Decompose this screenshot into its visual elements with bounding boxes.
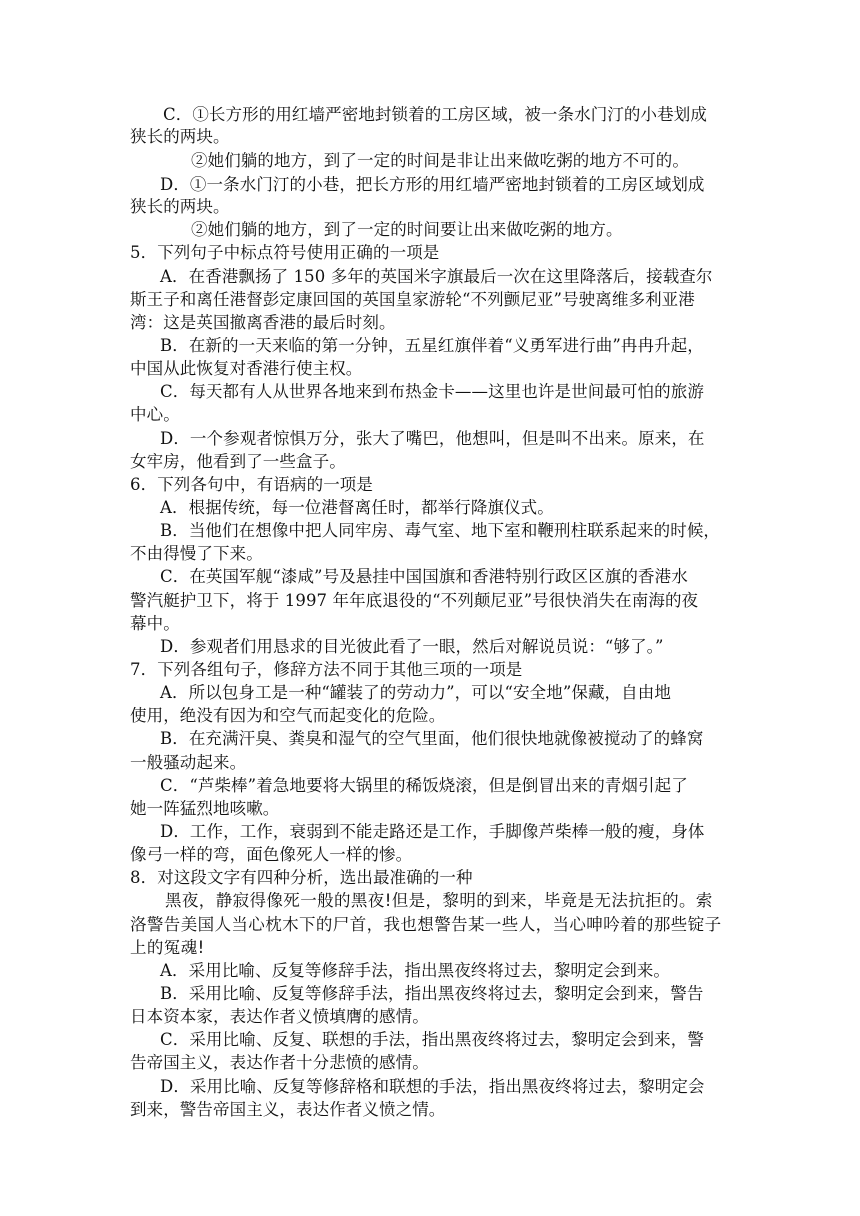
option-c-line-1: C．①长方形的用红墙严密地封锁着的工房区域，被一条水门汀的小巷划成	[163, 105, 707, 124]
q6-option-b-line-1: B．当他们在想像中把人同牢房、毒气室、地下室和鞭刑柱联系起来的时候，	[160, 521, 721, 540]
q7-option-a-line-2: 使用，绝没有因为和空气而起变化的危险。	[130, 706, 446, 725]
q5-option-d-line-1: D．一个参观者惊惧万分，张大了嘴巴，他想叫，但是叫不出来。原来，在	[160, 429, 705, 448]
option-c-line-2: 狭长的两块。	[130, 127, 230, 146]
q8-option-a-line-1: A．采用比喻、反复等修辞手法，指出黑夜终将过去，黎明定会到来。	[160, 961, 671, 980]
q5-option-a-line-2: 斯王子和离任港督彭定康回国的英国皇家游轮“不列颤尼亚”号驶离维多利亚港	[130, 290, 695, 309]
question-8-title: 8．对这段文字有四种分析，选出最准确的一种	[130, 868, 473, 887]
q6-option-c-line-1: C．在英国军舰“漆咸”号及悬挂中国国旗和香港特别行政区区旗的香港水	[160, 567, 688, 586]
q8-option-c-line-2: 告帝国主义，表达作者十分悲愤的感情。	[130, 1053, 429, 1072]
q6-option-b-line-2: 不由得慢了下来。	[130, 544, 263, 563]
option-d-line-3: ②她们躺的地方，到了一定的时间要让出来做吃粥的地方。	[191, 220, 623, 239]
q7-option-b-line-1: B．在充满汗臭、粪臭和湿气的空气里面，他们很快地就像被搅动了的蜂窝	[160, 729, 704, 748]
question-6-title: 6．下列各句中，有语病的一项是	[130, 475, 373, 494]
q5-option-a-line-1: A．在香港飘扬了 150 多年的英国米字旗最后一次在这里降落后，接载查尔	[160, 267, 713, 286]
q6-option-a-line-1: A．根据传统，每一位港督离任时，都举行降旗仪式。	[160, 498, 554, 517]
q5-option-d-line-2: 女牢房，他看到了一些盒子。	[130, 452, 346, 471]
question-5-title: 5．下列句子中标点符号使用正确的一项是	[130, 243, 440, 262]
q8-option-d-line-2: 到来，警告帝国主义，表达作者义愤之情。	[130, 1100, 446, 1119]
q7-option-a-line-1: A．所以包身工是一种“罐装了的劳动力”，可以“安全地”保藏，自由地	[160, 683, 671, 702]
q7-option-c-line-1: C．“芦柴棒”着急地要将大锅里的稀饭烧滚，但是倒冒出来的青烟引起了	[160, 776, 688, 795]
option-c-line-3: ②她们躺的地方，到了一定的时间是非让出来做吃粥的地方不可的。	[191, 151, 689, 170]
q6-option-c-line-2: 警汽艇护卫下，将于 1997 年年底退役的“不列颠尼亚”号很快消失在南海的夜	[130, 591, 699, 610]
question-7-title: 7．下列各组句子，修辞方法不同于其他三项的一项是	[130, 660, 523, 679]
q7-option-d-line-2: 像弓一样的弯，面色像死人一样的惨。	[130, 845, 413, 864]
option-d-line-2: 狭长的两块。	[130, 197, 230, 216]
q8-passage-line-3: 上的冤魂!	[130, 938, 205, 957]
q6-option-c-line-3: 幕中。	[130, 614, 180, 633]
q8-option-d-line-1: D．采用比喻、反复等修辞格和联想的手法，指出黑夜终将过去，黎明定会	[160, 1077, 705, 1096]
q8-option-c-line-1: C．采用比喻、反复、联想的手法，指出黑夜终将过去，黎明定会到来，警	[160, 1030, 704, 1049]
q8-passage-line-1: 黑夜，静寂得像死一般的黑夜!但是，黎明的到来，毕竟是无法抗拒的。索	[165, 891, 713, 910]
q5-option-c-line-2: 中心。	[130, 405, 180, 424]
q5-option-b-line-2: 中国从此恢复对香港行使主权。	[130, 359, 363, 378]
option-d-line-1: D．①一条水门汀的小巷，把长方形的用红墙严密地封锁着的工房区域划成	[160, 175, 705, 194]
q8-option-b-line-1: B．采用比喻、反复等修辞手法，指出黑夜终将过去，黎明定会到来，警告	[160, 984, 704, 1003]
q7-option-c-line-2: 她一阵猛烈地咳嗽。	[130, 799, 280, 818]
q5-option-c-line-1: C．每天都有人从世界各地来到布热金卡——这里也许是世间最可怕的旅游	[160, 382, 704, 401]
q5-option-a-line-3: 湾：这是英国撤离香港的最后时刻。	[130, 313, 396, 332]
q7-option-d-line-1: D．工作，工作，衰弱到不能走路还是工作，手脚像芦柴棒一般的瘦，身体	[160, 822, 705, 841]
q5-option-b-line-1: B．在新的一天来临的第一分钟，五星红旗伴着“义勇军进行曲”冉冉升起，	[160, 336, 704, 355]
q8-passage-line-2: 洛警告美国人当心枕木下的尸首，我也想警告某一些人，当心呻吟着的那些锭子	[130, 915, 722, 934]
q7-option-b-line-2: 一般骚动起来。	[130, 753, 247, 772]
q6-option-d-line-1: D．参观者们用恳求的目光彼此看了一眼，然后对解说员说：“够了。”	[160, 637, 664, 656]
q8-option-b-line-2: 日本资本家，表达作者义愤填膺的感情。	[130, 1007, 429, 1026]
